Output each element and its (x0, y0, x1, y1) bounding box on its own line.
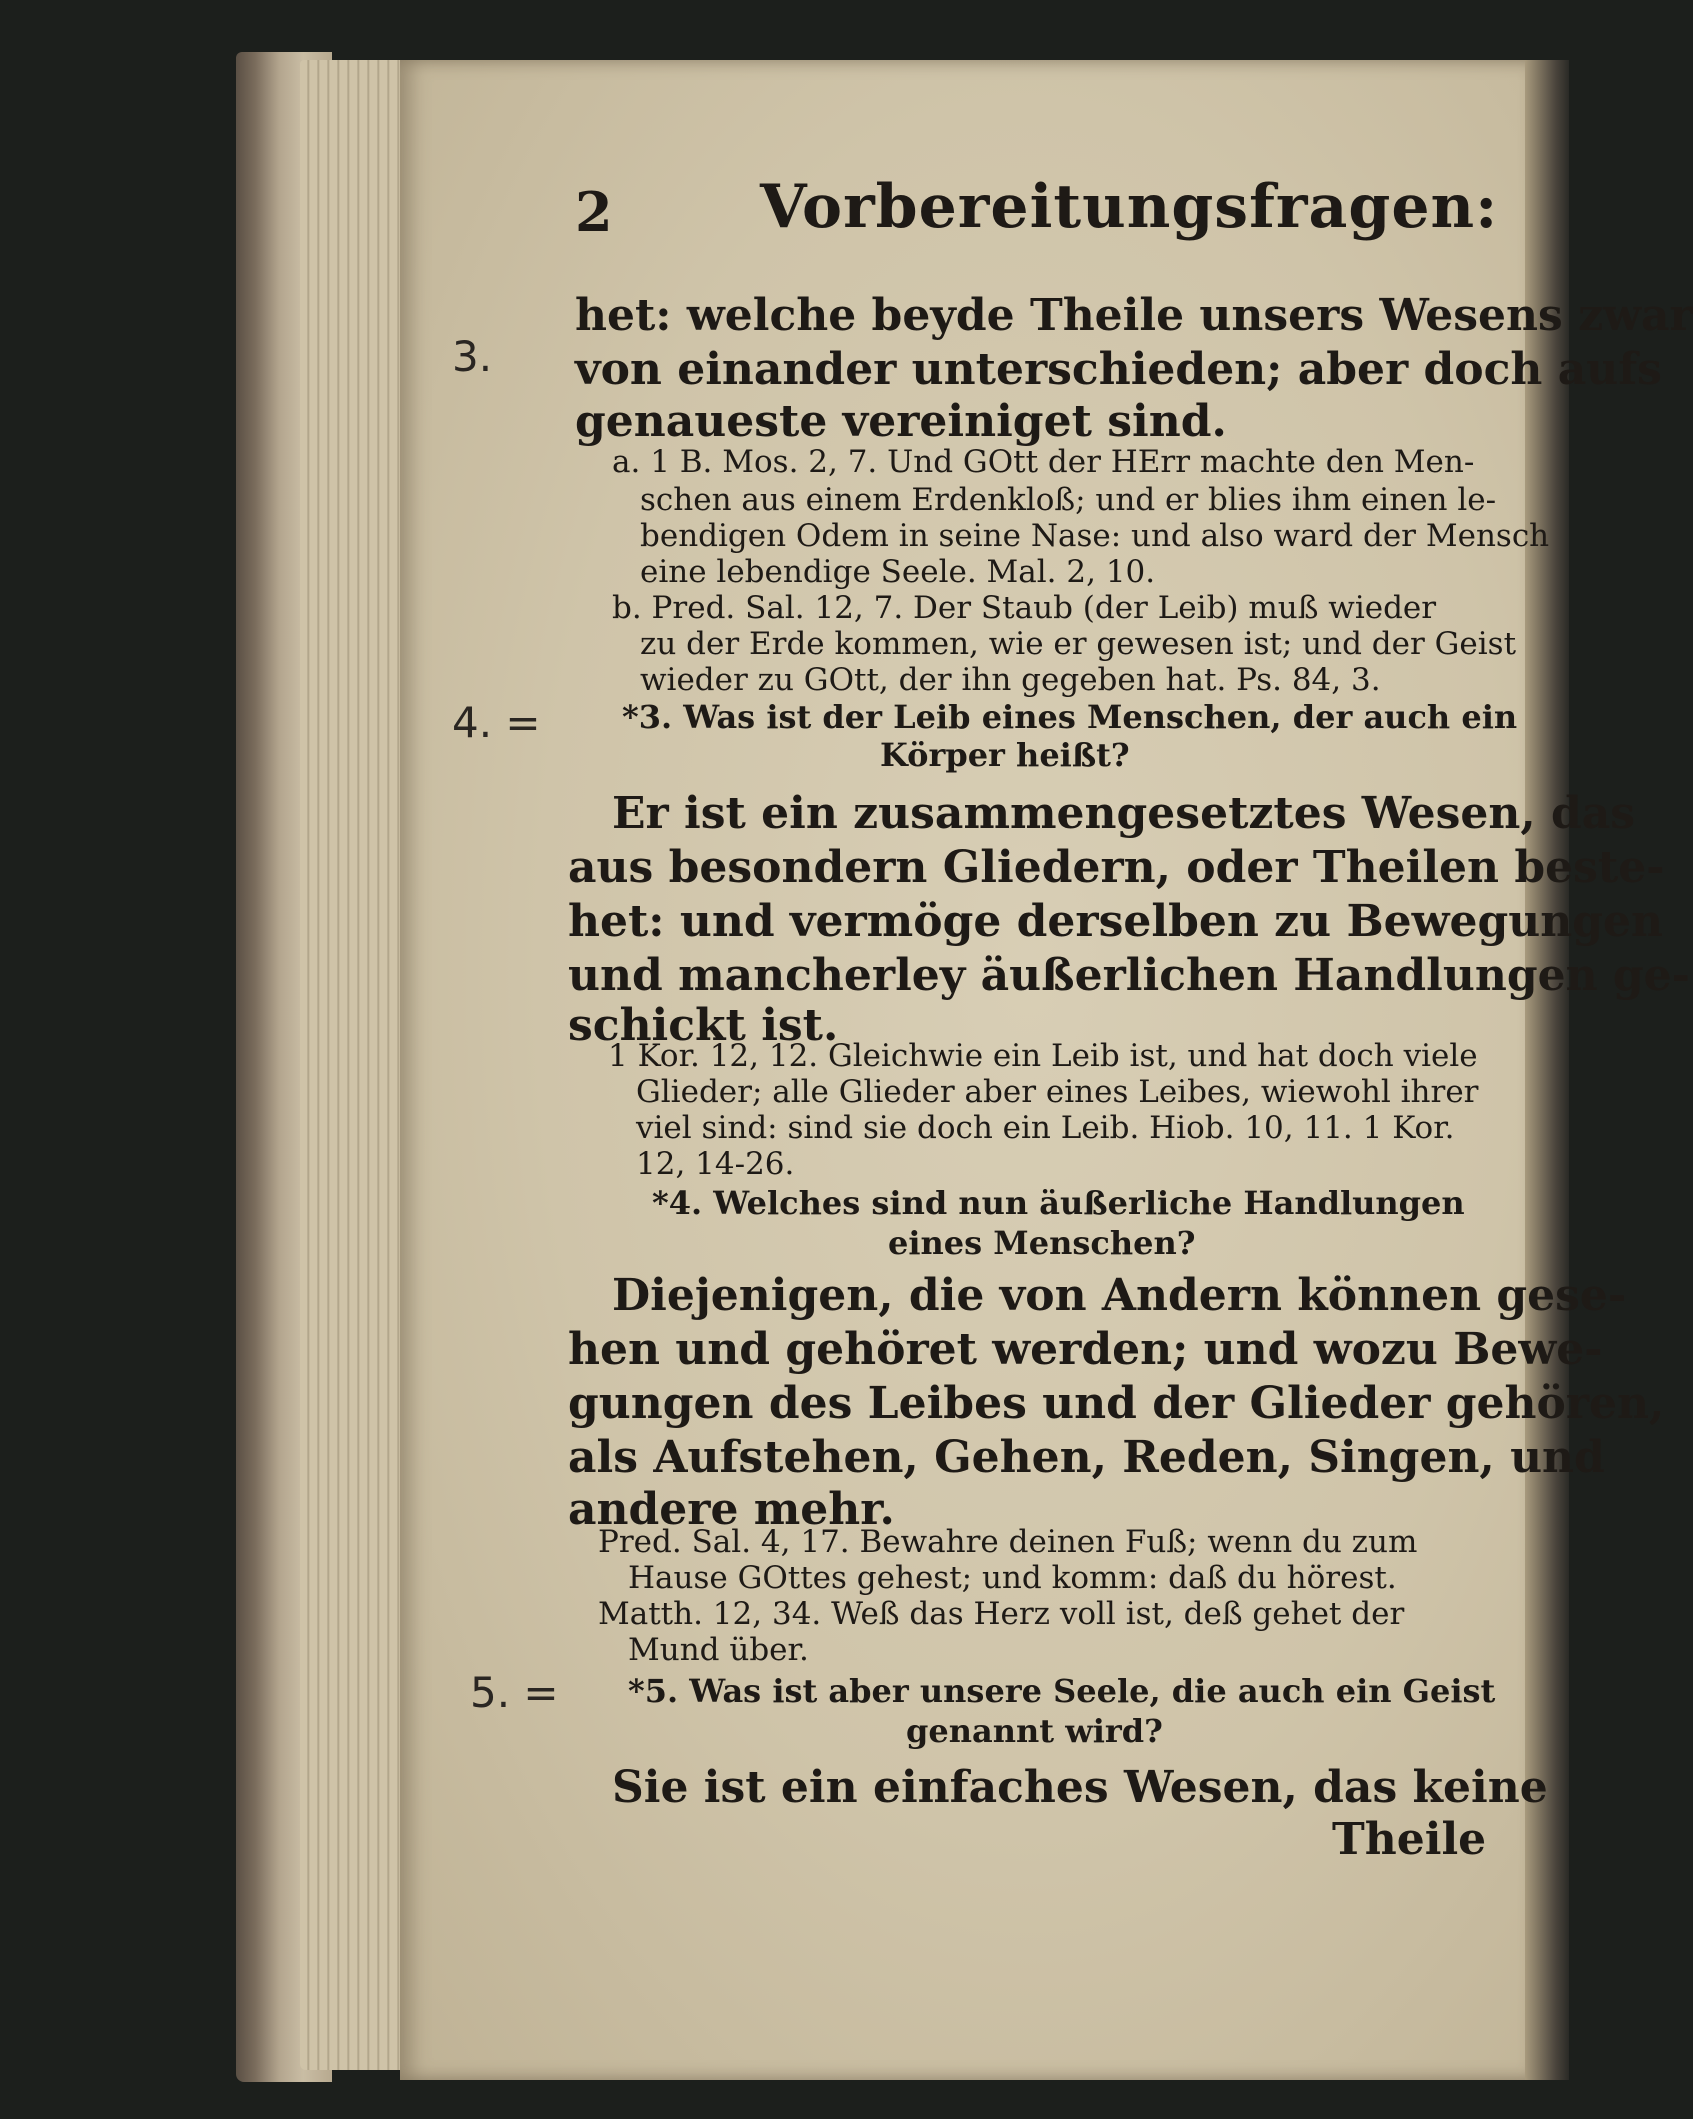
question-line: Körper heißt? (880, 736, 1130, 774)
footnote-line: viel sind: sind sie doch ein Leib. Hiob. 10, 11. 1 Kor. (636, 1110, 1455, 1146)
answer-line: als Aufstehen, Gehen, Reden, Singen, und (568, 1432, 1605, 1483)
footnote-line: a. 1 B. Mos. 2, 7. Und GOtt der HErr machte den Men- (612, 444, 1475, 480)
margin-mark-5: 5. = (470, 1668, 559, 1717)
footnote-line: bendigen Odem in seine Nase: und also ward der Mensch (640, 518, 1550, 554)
page-stack-edges (300, 60, 410, 2070)
margin-mark-3: 3. (452, 332, 493, 381)
question-line: eines Menschen? (888, 1224, 1196, 1262)
answer-line: Er ist ein zusammengesetztes Wesen, das (612, 788, 1636, 839)
question-line: *3. Was ist der Leib eines Menschen, der auch ein (622, 698, 1518, 736)
footnote-line: 12, 14-26. (636, 1146, 795, 1182)
footnote-line: eine lebendige Seele. Mal. 2, 10. (640, 554, 1156, 590)
answer-line: hen und gehöret werden; und wozu Bewe- (568, 1324, 1603, 1375)
footnote-line: Pred. Sal. 4, 17. Bewahre deinen Fuß; wenn du zum (598, 1524, 1418, 1560)
page-number: 2 (575, 180, 613, 244)
answer-line: andere mehr. (568, 1484, 895, 1535)
answer-line: und mancherley äußerlichen Handlungen ge- (568, 950, 1690, 1001)
question-line: *4. Welches sind nun äußerliche Handlungen (652, 1184, 1465, 1222)
text-line: het: welche beyde Theile unsers Wesens zwar (575, 290, 1693, 341)
answer-line: het: und vermöge derselben zu Bewegungen (568, 896, 1663, 947)
question-line: *5. Was ist aber unsere Seele, die auch ein Geist (628, 1672, 1496, 1710)
catchword: Theile (1332, 1814, 1487, 1865)
footnote-line: Mund über. (628, 1632, 809, 1668)
answer-line: schickt ist. (568, 1000, 839, 1051)
footnote-line: zu der Erde kommen, wie er gewesen ist; und der Geist (640, 626, 1517, 662)
footnote-line: wieder zu GOtt, der ihn gegeben hat. Ps. 84, 3. (640, 662, 1381, 698)
footnote-line: 1 Kor. 12, 12. Gleichwie ein Leib ist, und hat doch viele (608, 1038, 1478, 1074)
footnote-line: Matth. 12, 34. Weß das Herz voll ist, deß gehet der (598, 1596, 1405, 1632)
answer-line: Sie ist ein einfaches Wesen, das keine (612, 1762, 1548, 1813)
answer-line: gungen des Leibes und der Glieder gehören, (568, 1378, 1665, 1429)
text-line: von einander unterschieden; aber doch aufs (575, 344, 1662, 395)
answer-line: Diejenigen, die von Andern können gese- (612, 1270, 1627, 1321)
footnote-line: Hause GOttes gehest; und komm: daß du hörest. (628, 1560, 1397, 1596)
footnote-line: Glieder; alle Glieder aber eines Leibes, wiewohl ihrer (636, 1074, 1479, 1110)
footnote-line: b. Pred. Sal. 12, 7. Der Staub (der Leib) muß wieder (612, 590, 1437, 626)
footnote-line: schen aus einem Erdenkloß; und er blies ihm einen le- (640, 482, 1497, 518)
question-line: genannt wird? (906, 1712, 1163, 1750)
text-line: genaueste vereiniget sind. (575, 396, 1227, 447)
answer-line: aus besondern Gliedern, oder Theilen beste- (568, 842, 1665, 893)
running-header: Vorbereitungsfragen: (760, 172, 1499, 242)
margin-mark-4: 4. = (452, 698, 541, 747)
